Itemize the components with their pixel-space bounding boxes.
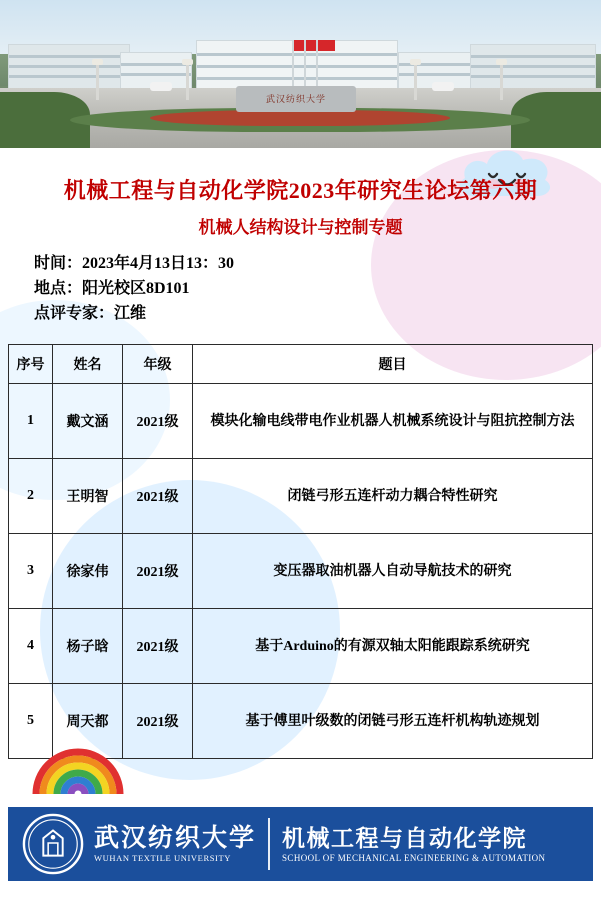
cell-name: 周天都 (53, 684, 123, 759)
university-name-block (94, 825, 256, 864)
column-header-name: 姓名 (53, 345, 123, 384)
building-left (8, 44, 130, 92)
cell-index: 5 (9, 684, 53, 759)
page-title: 机械工程与自动化学院2023年研究生论坛第六期 (63, 178, 538, 203)
university-name-cn: 武汉纺织大学 (94, 824, 257, 852)
cell-index: 1 (9, 384, 53, 459)
schedule-table (8, 344, 593, 759)
table-row (9, 384, 593, 459)
cell-grade: 2021级 (123, 384, 193, 459)
column-header-grade: 年级 (123, 345, 193, 384)
table-row (9, 534, 593, 609)
cell-title: 基于Arduino的有源双轴太阳能跟踪系统研究 (193, 609, 593, 684)
street-lamp-2 (186, 64, 189, 100)
flower-bed (150, 110, 450, 126)
school-name-en: SCHOOL OF MECHANICAL ENGINEERING & AUTOMATION (282, 852, 546, 863)
cell-name: 杨子晗 (53, 609, 123, 684)
table-header-row (9, 345, 593, 384)
rainbow-icon (30, 748, 126, 796)
car-left (150, 82, 172, 91)
cell-name: 徐家伟 (53, 534, 123, 609)
column-header-index: 序号 (9, 345, 53, 384)
university-emblem-icon (22, 813, 84, 875)
event-place: 地点：阳光校区8D101 (34, 279, 190, 297)
flag-right (318, 40, 335, 51)
cell-grade: 2021级 (123, 684, 193, 759)
schedule-table-wrapper (8, 344, 593, 759)
event-meta (34, 252, 601, 326)
cell-index: 3 (9, 534, 53, 609)
footer-logo-bar (8, 807, 593, 881)
cell-index: 4 (9, 609, 53, 684)
campus-photo-banner (0, 0, 601, 148)
cell-name: 王明智 (53, 459, 123, 534)
event-time: 时间：2023年4月13日13：30 (34, 255, 235, 272)
cell-grade: 2021级 (123, 609, 193, 684)
cell-name: 戴文涵 (53, 384, 123, 459)
cell-title: 模块化输电线带电作业机器人机械系统设计与阻抗控制方法 (193, 384, 593, 459)
street-lamp-4 (500, 64, 503, 100)
cell-grade: 2021级 (123, 459, 193, 534)
school-name-cn: 机械工程与自动化学院 (282, 826, 528, 852)
car-right (432, 82, 454, 91)
cell-title: 变压器取油机器人自动导航技术的研究 (193, 534, 593, 609)
footer-divider (268, 818, 270, 870)
cell-index: 2 (9, 459, 53, 534)
cell-title: 闭链弓形五连杆动力耦合特性研究 (193, 459, 593, 534)
street-lamp-1 (96, 64, 99, 100)
campus-monument (236, 86, 356, 112)
event-expert: 点评专家：江维 (34, 304, 147, 322)
column-header-title: 题目 (193, 345, 593, 384)
university-name-en: WUHAN TEXTILE UNIVERSITY (94, 853, 231, 864)
page-subtitle: 机械人结构设计与控制专题 (198, 218, 403, 237)
cell-title: 基于傅里叶级数的闭链弓形五连杆机构轨迹规划 (193, 684, 593, 759)
school-name-block (282, 825, 593, 863)
street-lamp-3 (414, 64, 417, 100)
building-right (470, 44, 596, 92)
monument-text: 武汉纺织大学 (265, 94, 326, 104)
cell-grade: 2021级 (123, 534, 193, 609)
table-row (9, 459, 593, 534)
table-row (9, 609, 593, 684)
